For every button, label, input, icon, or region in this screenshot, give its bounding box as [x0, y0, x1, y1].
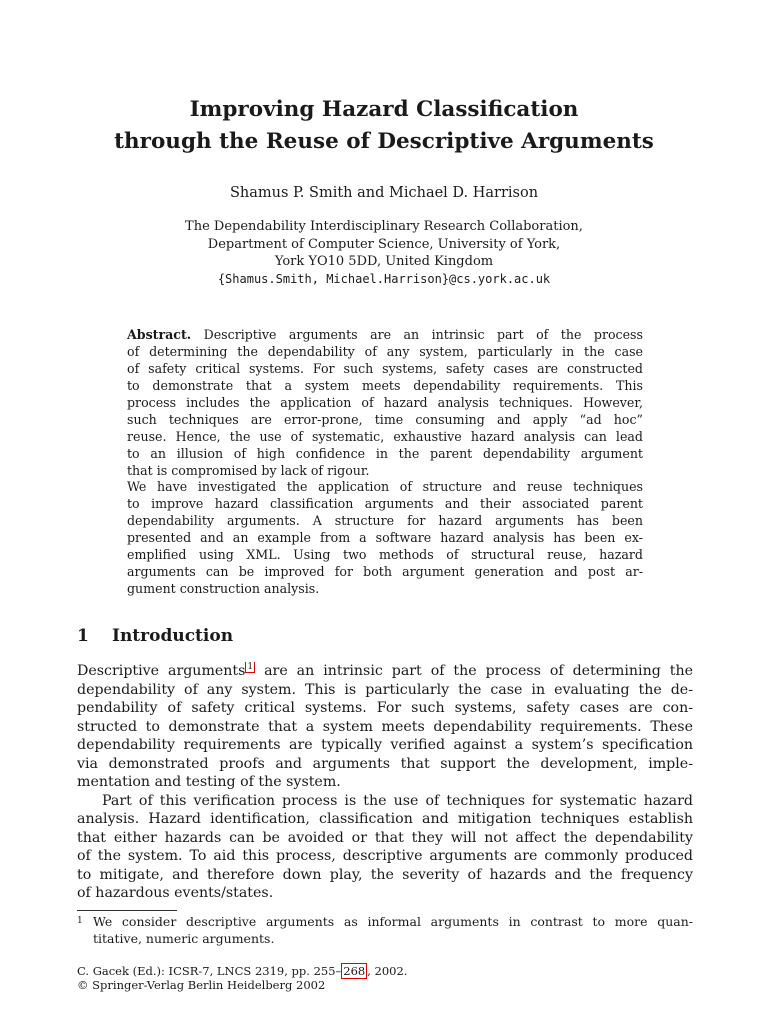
- abstract-line: arguments can be improved for both argument generation and post ar-: [127, 564, 643, 580]
- last-page-link[interactable]: 268: [343, 964, 366, 978]
- body-line: mentation and testing of the system.: [77, 774, 341, 790]
- body-line: of the system. To aid this process, descriptive arguments are commonly produced: [77, 848, 693, 864]
- body-line: Part of this verification process is the use of techniques for systematic hazard: [102, 792, 693, 809]
- footnote-divider: [77, 910, 177, 911]
- affiliation-line: York YO10 5DD, United Kingdom: [274, 254, 494, 269]
- abstract-label: Abstract.: [127, 327, 192, 342]
- citation-block: [77, 964, 407, 992]
- abstract-line: emplified using XML. Using two methods of structural reuse, hazard: [127, 547, 643, 563]
- abstract-line: gument construction analysis.: [127, 581, 320, 597]
- affiliation-line: The Dependability Interdisciplinary Research Collaboration,: [185, 219, 583, 234]
- body-line: to mitigate, and therefore down play, the severity of hazards and the frequency: [77, 866, 693, 883]
- affiliation-block: [0, 218, 768, 288]
- body-line: Descriptive arguments $^1$ are an intrinsic part of the process of determining the: [77, 662, 693, 679]
- author-email: {Shamus.Smith, Michael.Harrison}@cs.york.ac.uk: [217, 271, 551, 286]
- abstract-line: to an illusion of high confidence in the parent dependability argument: [127, 445, 643, 461]
- copyright-line: © Springer-Verlag Berlin Heidelberg 2002: [77, 978, 326, 992]
- body-text: [77, 662, 693, 903]
- body-line: that either hazards can be avoided or that they will not affect the dependability: [77, 829, 693, 846]
- body-line: pendability of safety critical systems. For such systems, safety cases are con-: [77, 700, 693, 716]
- title-line-2: through the Reuse of Descriptive Arguments: [114, 129, 654, 154]
- author-list: Shamus P. Smith and Michael D. Harrison: [229, 185, 539, 201]
- footnote-line: 1 We consider descriptive arguments as informal arguments in contrast to more quan-: [77, 914, 693, 929]
- paper-title: [0, 94, 768, 158]
- footnote-marker: 1: [77, 916, 83, 926]
- abstract-line: to improve hazard classification arguments and their associated parent: [127, 496, 643, 512]
- footnote-reference-link[interactable]: 1: [247, 662, 254, 673]
- body-line: via demonstrated proofs and arguments that support the development, imple-: [77, 755, 693, 772]
- footnote: [77, 913, 693, 947]
- abstract-line: that is compromised by lack of rigour.: [127, 462, 370, 478]
- body-line: dependability requirements are typically verified against a system’s specification: [77, 737, 693, 753]
- abstract-line: reuse. Hence, the use of systematic, exhaustive hazard analysis can lead: [127, 428, 643, 444]
- body-line: analysis. Hazard identification, classification and mitigation techniques establish: [77, 811, 693, 827]
- citation-line: C. Gacek (Ed.): ICSR-7, LNCS 2319, pp. 255– 268 , 2002.: [77, 964, 408, 978]
- abstract-line: to demonstrate that a system meets dependability requirements. This: [127, 377, 643, 393]
- abstract-line: presented and an example from a software hazard analysis has been ex-: [127, 530, 643, 546]
- abstract-line: Abstract. Descriptive arguments are an intrinsic part of the process: [127, 327, 643, 342]
- section-title: Introduction: [112, 626, 234, 646]
- abstract-line: process includes the application of hazard analysis techniques. However,: [127, 394, 643, 410]
- body-line: of hazardous events/states.: [77, 885, 274, 901]
- abstract-line: of determining the dependability of any system, particularly in the case: [127, 343, 643, 359]
- footnote-line: titative, numeric arguments.: [93, 931, 275, 946]
- affiliation-line: Department of Computer Science, University of York,: [207, 236, 561, 252]
- section-heading: [77, 624, 233, 648]
- abstract-line: such techniques are error-prone, time consuming and apply “ad hoc”: [127, 411, 643, 427]
- body-line: dependability of any system. This is particularly the case in evaluating the de-: [77, 681, 693, 698]
- abstract: [127, 327, 643, 598]
- title-line-1: Improving Hazard Classification: [189, 97, 579, 122]
- body-line: structed to demonstrate that a system meets dependability requirements. These: [77, 718, 693, 735]
- section-number: 1: [77, 626, 89, 646]
- abstract-line: of safety critical systems. For such systems, safety cases are constructed: [127, 360, 643, 376]
- abstract-line: We have investigated the application of structure and reuse techniques: [127, 479, 643, 495]
- abstract-line: dependability arguments. A structure for hazard arguments has been: [127, 513, 643, 529]
